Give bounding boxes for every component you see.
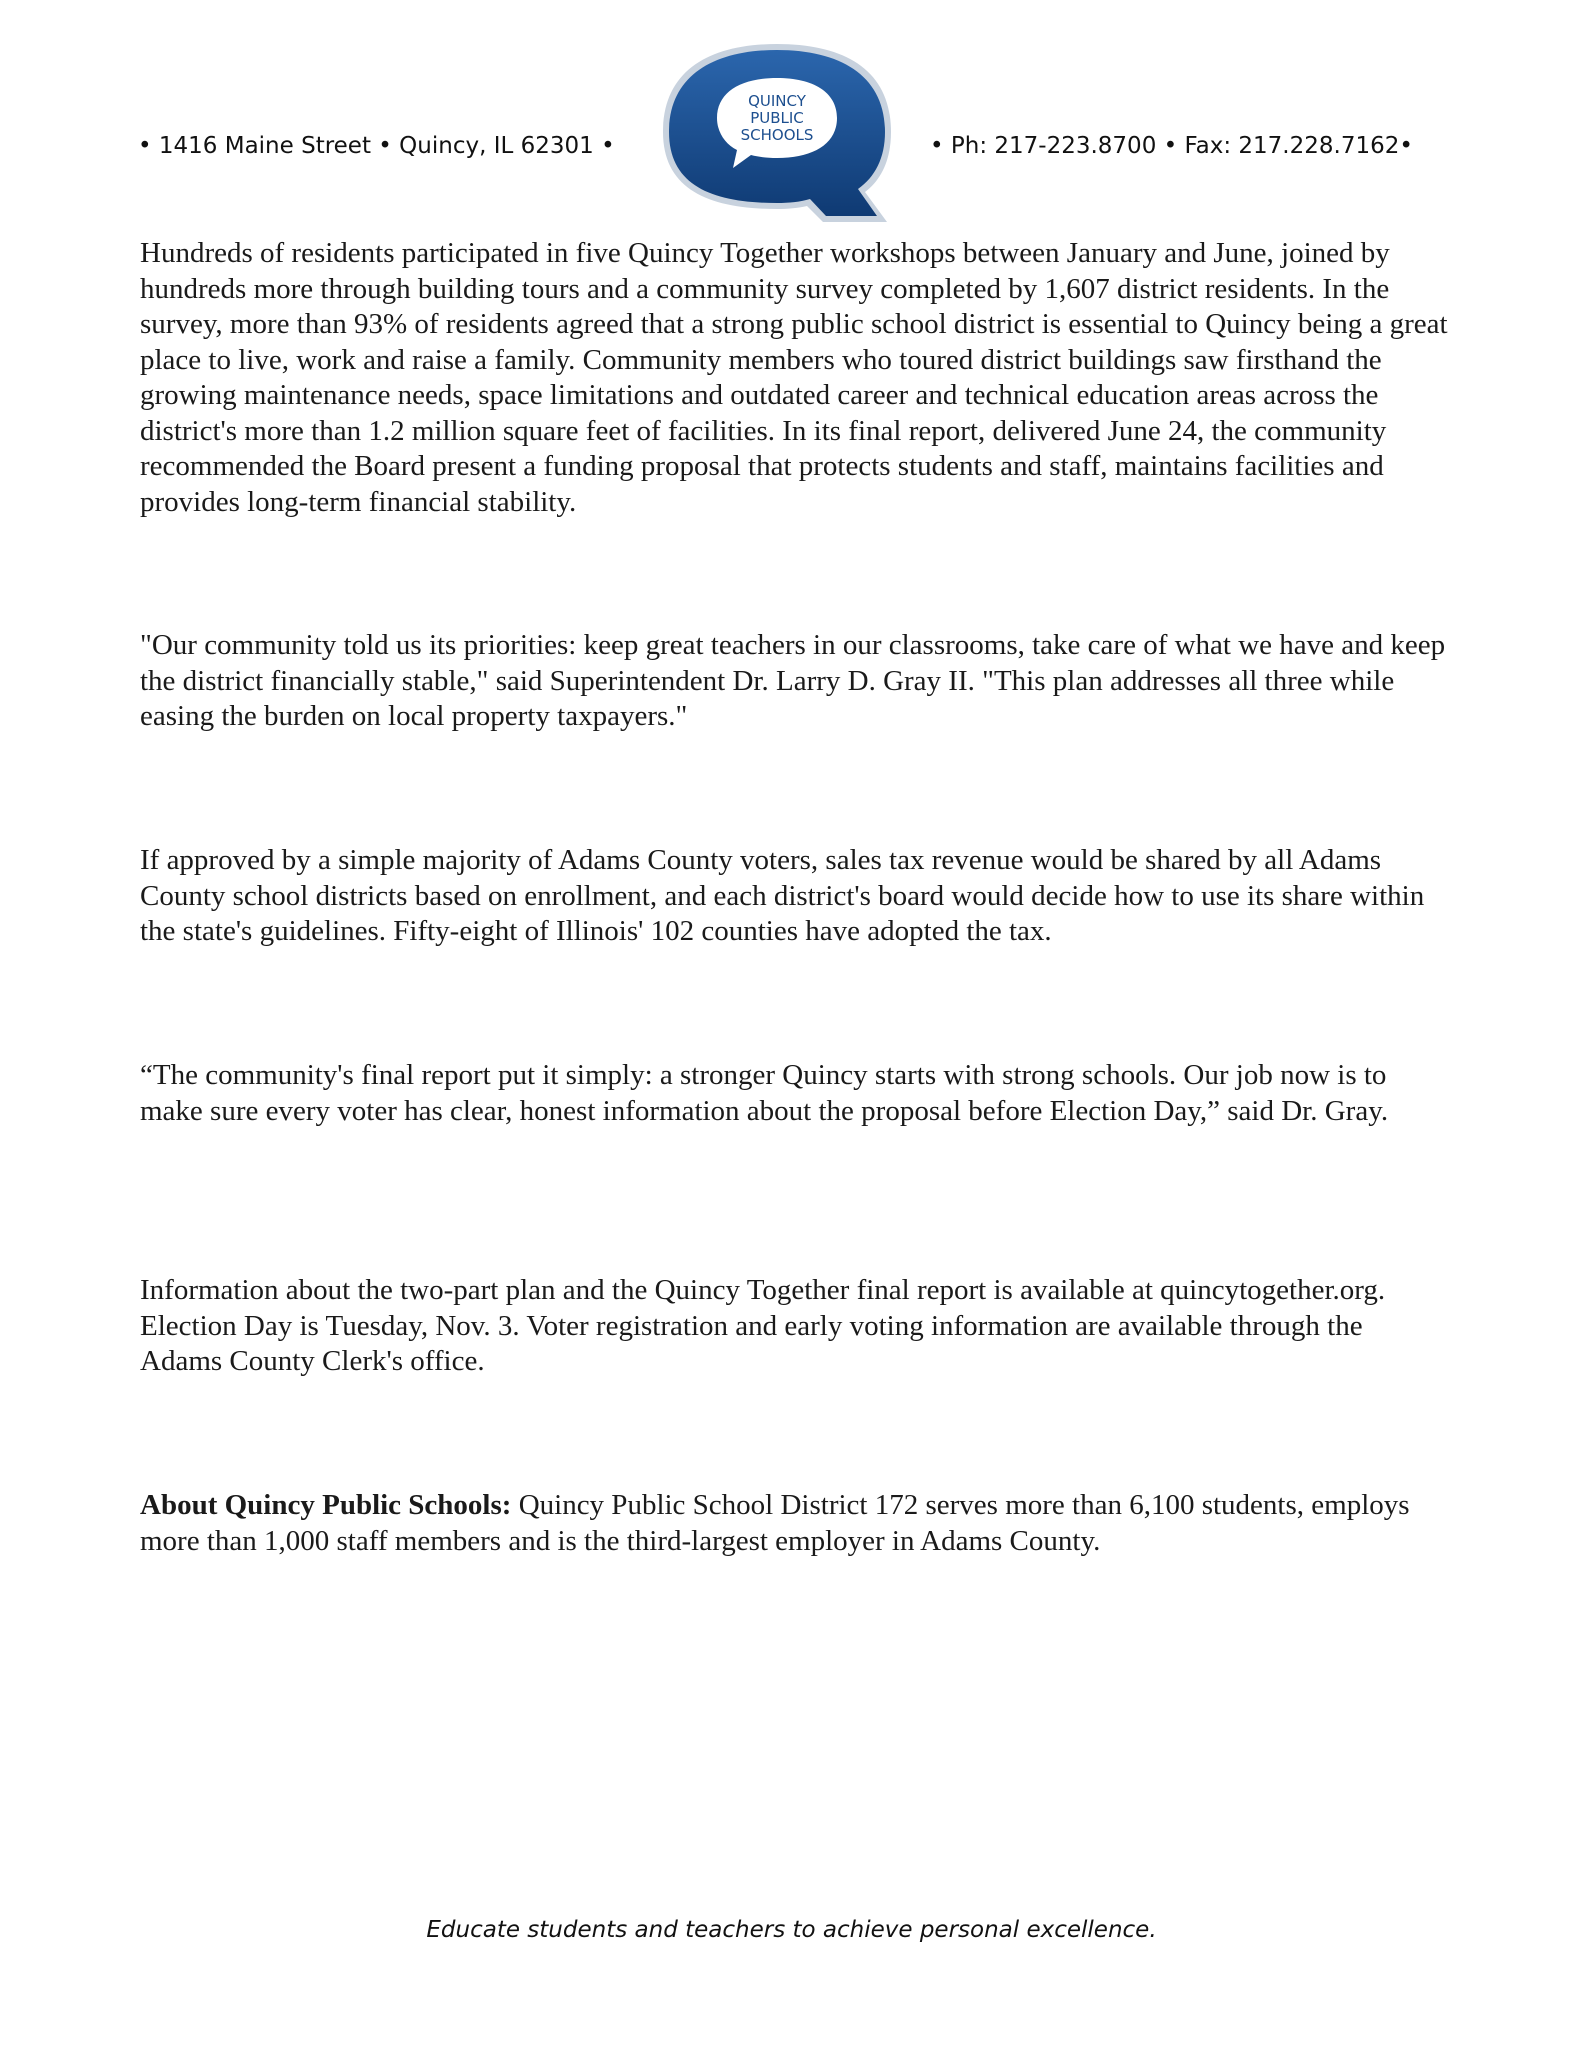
paragraph-community-workshops: Hundreds of residents participated in five Quincy Together workshops between January and June, joined by hundreds more through building tours and a community survey completed by 1,607 district residents. In the survey, more than 93% of residents agreed that a strong public school district is essential to Quincy being a great place to live, work and raise a family. Community members who toured district buildings saw firsthand the growing maintenance needs, space limitations and outdated career and technical education areas across the district's more than 1.2 million square feet of facilities. In its final report, delivered June 24, the community recommended the Board present a funding proposal that protects students and staff, maintains facilities and provides long-term financial stability. [140,237,1448,518]
paragraph-final-report-quote: “The community's final report put it simply: a stronger Quincy starts with strong schools. Our job now is to make sure every voter has clear, honest information about the proposal before Election Day,” said Dr. Gray. [140,1059,1389,1127]
paragraph-superintendent-quote: "Our community told us its priorities: keep great teachers in our classrooms, take care of what we have and keep the district financially stable," said Superintendent Dr. Larry D. Gray II. "This plan addresses all three while easing the burden on local property taxpayers." [140,629,1446,732]
paragraph-sales-tax: If approved by a simple majority of Adams County voters, sales tax revenue would be shared by all Adams County school districts based on enrollment, and each district's board would decide how to use its share within the state's guidelines. Fifty-eight of Illinois' 102 counties have adopted the tax. [140,844,1425,947]
header-phone-fax: • Ph: 217-223.8700 • Fax: 217.228.7162• [930,133,1413,159]
paragraph-about [140,1488,1450,1559]
paragraph-information: Information about the two-part plan and the Quincy Together final report is available at quincytogether.org. Election Day is Tuesday, Nov. 3. Voter registration and early voting information are available through the Adams County Clerk's office. [140,1274,1386,1377]
footer-motto: Educate students and teachers to achieve personal excellence. [426,1917,1157,1943]
about-lead: About Quincy Public Schools: [140,1489,512,1521]
logo-text-line3: SCHOOLS [740,126,814,144]
quincy-public-schools-logo [655,40,900,225]
header-address: • 1416 Maine Street • Quincy, IL 62301 • [138,133,615,159]
about-text: Quincy Public School District 172 serves more than 6,100 students, employs more than 1,000 staff members and is the third-largest employer in Adams County. [140,1489,1410,1557]
logo-text-line1: QUINCY [748,92,806,110]
logo-text-line2: PUBLIC [750,109,804,127]
